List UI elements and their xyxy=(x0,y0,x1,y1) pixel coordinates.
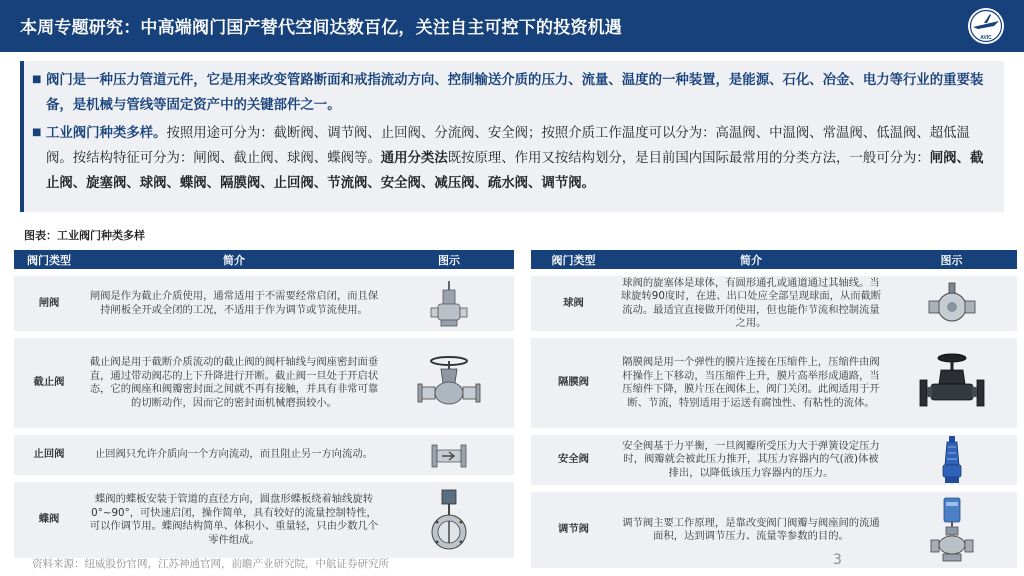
valve-name: 调节阀 xyxy=(531,492,616,568)
valve-name: 止回阀 xyxy=(14,435,84,475)
valve-name: 球阀 xyxy=(531,276,616,331)
bullet-2-body-a: 按照用途可分为：截断阀、调节阀、止回阀、分流阀、安全阀；按照介质工作温度可以分为：高温阀、中温阀、常温阀、低温阀、超低温阀。按结构特征可分为：闸阀、截止阀、球阀、蝶阀等。 xyxy=(46,126,970,166)
bullet-2-heading: 工业阀门种类多样。 xyxy=(46,126,167,141)
summary-box xyxy=(20,61,1004,212)
page-title: 本周专题研究：中高端阀门国产替代空间达数百亿，关注自主可控下的投资机遇 xyxy=(20,18,622,38)
valve-description: 球阀的旋塞体是球体，有圆形通孔或通道通过其轴线。当球旋转90度时，在进、出口处应全部呈现球面，从而截断流动。最适宜直接做开闭使用，但也能作节流和控制流量之用。 xyxy=(616,276,886,331)
globe-valve-image xyxy=(414,353,484,413)
valve-name: 隔膜阀 xyxy=(531,338,616,428)
bullet-2-general-classification: 通用分类法 xyxy=(380,151,448,166)
valve-description: 隔膜阀是用一个弹性的膜片连接在压缩件上，压缩件由阀杆操作上下移动，当压缩件上升，膜片高举形成通路，当压缩件下降，膜片压在阀体上，阀门关闭。此阀适用于开断、节流，特别适用于运送有腐蚀性、有粘性的流体。 xyxy=(616,338,886,428)
figure-caption: 图表：工业阀门种类多样 xyxy=(24,229,145,242)
title-bar xyxy=(0,0,1024,52)
column-header-image: 图示 xyxy=(384,250,514,269)
source-note: 资料来源：纽威股份官网，江苏神通官网，前瞻产业研究院，中航证券研究所 xyxy=(32,558,389,570)
page-number: 3 xyxy=(833,552,842,568)
valve-description: 安全阀基于力平衡，一旦阀瓣所受压力大于弹簧设定压力时，阀瓣就会被此压力推开，其压力容器内的气(液)体被排出，以降低该压力容器内的压力。 xyxy=(616,435,886,485)
diaphragm-valve-image xyxy=(917,352,987,414)
table-row xyxy=(14,338,514,428)
valve-name: 闸阀 xyxy=(14,276,84,331)
table-row xyxy=(531,492,1017,568)
column-header-desc: 简介 xyxy=(616,250,886,269)
valve-description: 调节阀主要工作原理，是靠改变阀门阀瓣与阀座间的流通面积，达到调节压力、流量等参数的目的。 xyxy=(616,492,886,568)
table-row xyxy=(14,276,514,331)
table-row xyxy=(14,482,514,558)
butterfly-valve-image xyxy=(427,488,471,552)
check-valve-image xyxy=(429,439,469,471)
control-valve-image xyxy=(929,497,975,563)
valve-description: 蝶阀的蝶板安装于管道的直径方向，圆盘形蝶板绕着轴线旋转0°~90°，可快速启闭，操作简单，具有较好的流量控制特性，可以作调节用。蝶阀结构简单、体积小、重量轻，只由少数几个零件组成。 xyxy=(84,482,384,558)
valve-name: 蝶阀 xyxy=(14,482,84,558)
valve-description: 闸阀是作为截止介质使用，通常适用于不需要经常启闭，而且保持闸板全开或全闭的工况，不适用于作为调节或节流使用。 xyxy=(84,276,384,331)
column-header-type: 阀门类型 xyxy=(14,250,84,269)
bullet-2-valve-list: 闸阀、截止阀、旋塞阀、球阀、蝶阀、隔膜阀、止回阀、节流阀、安全阀、减压阀、疏水阀、调节阀。 xyxy=(46,151,984,191)
bullet-1-text: 阀门是一种压力管道元件，它是用来改变管路断面和戒指流动方向、控制输送介质的压力、流量、温度的一种装置，是能源、石化、冶金、电力等行业的重要装备，是机械与管线等固定资产中的关键部件之一。 xyxy=(46,73,984,113)
summary-bullet-2 xyxy=(32,121,996,196)
table-row xyxy=(14,435,514,475)
table-row xyxy=(531,435,1017,485)
valve-description: 止回阀只允许介质向一个方向流动，而且阻止另一方向流动。 xyxy=(84,435,384,475)
bullet-2-body-b: 既按原理、作用又按结构划分，是目前国内国际最常用的分类方法，一般可分为： xyxy=(447,151,930,166)
column-header-image: 图示 xyxy=(886,250,1017,269)
column-header-type: 阀门类型 xyxy=(531,250,616,269)
valve-table-right xyxy=(531,243,1017,575)
table-row xyxy=(531,338,1017,428)
table-row xyxy=(531,276,1017,331)
valve-name: 安全阀 xyxy=(531,435,616,485)
bullet-square-icon: ■ xyxy=(32,74,42,85)
column-header-desc: 简介 xyxy=(84,250,384,269)
valve-description: 截止阀是用于截断介质流动的截止阀的阀杆轴线与阀座密封面垂直，通过带动阀芯的上下升降进行开断。截止阀一旦处于开启状态，它的阀座和阀瓣密封面之间就不再有接触，并具有非常可靠的切断动作，因而它的密封面机械磨损较小。 xyxy=(84,338,384,428)
ball-valve-image xyxy=(927,281,977,327)
bullet-square-icon: ■ xyxy=(32,127,42,138)
avic-logo-icon xyxy=(966,6,1006,46)
logo-text: AVIC xyxy=(980,35,992,41)
valve-name: 截止阀 xyxy=(14,338,84,428)
summary-bullet-1 xyxy=(32,68,996,118)
gate-valve-image xyxy=(429,280,469,328)
bullet-2-text xyxy=(46,121,996,196)
valve-table-left xyxy=(14,243,514,565)
safety-valve-image xyxy=(939,435,965,485)
